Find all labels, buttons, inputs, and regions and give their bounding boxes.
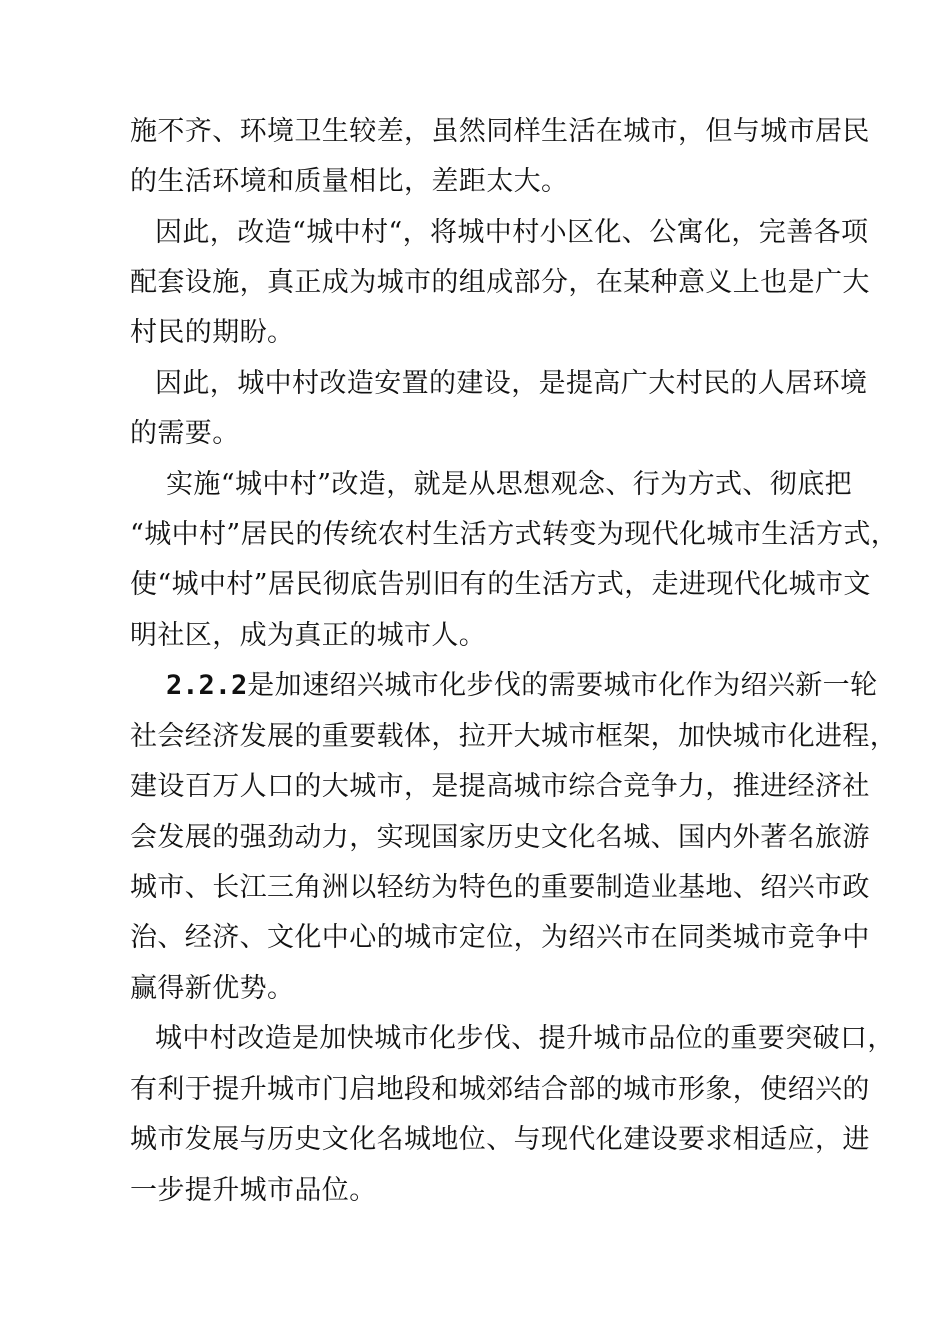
text-line: 因此，改造“城中村“，将城中村小区化、公寓化，完善各项 [155,217,869,248]
text-line: 是加速绍兴城市化步伐的需要城市化作为绍兴新一轮 [247,670,878,701]
text-line: 因此，城中村改造安置的建设，是提高广大村民的人居环境 [155,368,868,399]
text-line: 配套设施，真正成为城市的组成部分，在某种意义上也是广大 [130,267,870,298]
text-line: 城市发展与历史文化名城地位、与现代化建设要求相适应，进 [130,1124,870,1155]
text-line: 实施“城中村”改造，就是从思想观念、行为方式、彻底把 [166,469,853,500]
text-line: 施不齐、环境卫生较差，虽然同样生活在城市，但与城市居民 [130,116,870,147]
text-line: 会发展的强劲动力，实现国家历史文化名城、国内外著名旅游 [130,822,870,853]
text-line: 建设百万人口的大城市，是提高城市综合竞争力，推进经济社 [130,771,870,802]
text-line: 有利于提升城市门启地段和城郊结合部的城市形象，使绍兴的 [130,1074,870,1105]
text-line: “城中村”居民的传统农村生活方式转变为现代化城市生活方式， [130,519,899,550]
text-line: 的生活环境和质量相比，差距太大。 [130,166,569,197]
section-paragraph-first-line [166,669,877,703]
text-line: 一步提升城市品位。 [130,1175,377,1206]
text-line: 明社区，成为真正的城市人。 [130,620,487,651]
text-line: 赢得新优势。 [130,973,295,1004]
text-line: 城中村改造是加快城市化步伐、提升城市品位的重要突破口， [155,1023,895,1054]
text-line: 城市、长江三角洲以轻纺为特色的重要制造业基地、绍兴市政 [130,872,870,903]
text-line: 治、经济、文化中心的城市定位，为绍兴市在同类城市竞争中 [130,922,870,953]
text-line: 村民的期盼。 [130,317,295,348]
text-line: 社会经济发展的重要载体，拉开大城市框架，加快城市化进程， [130,721,898,752]
text-line: 使“城中村”居民彻底告别旧有的生活方式，走进现代化城市文 [130,569,871,600]
section-number: 2.2.2 [166,670,248,701]
text-line: 的需要。 [130,418,240,449]
